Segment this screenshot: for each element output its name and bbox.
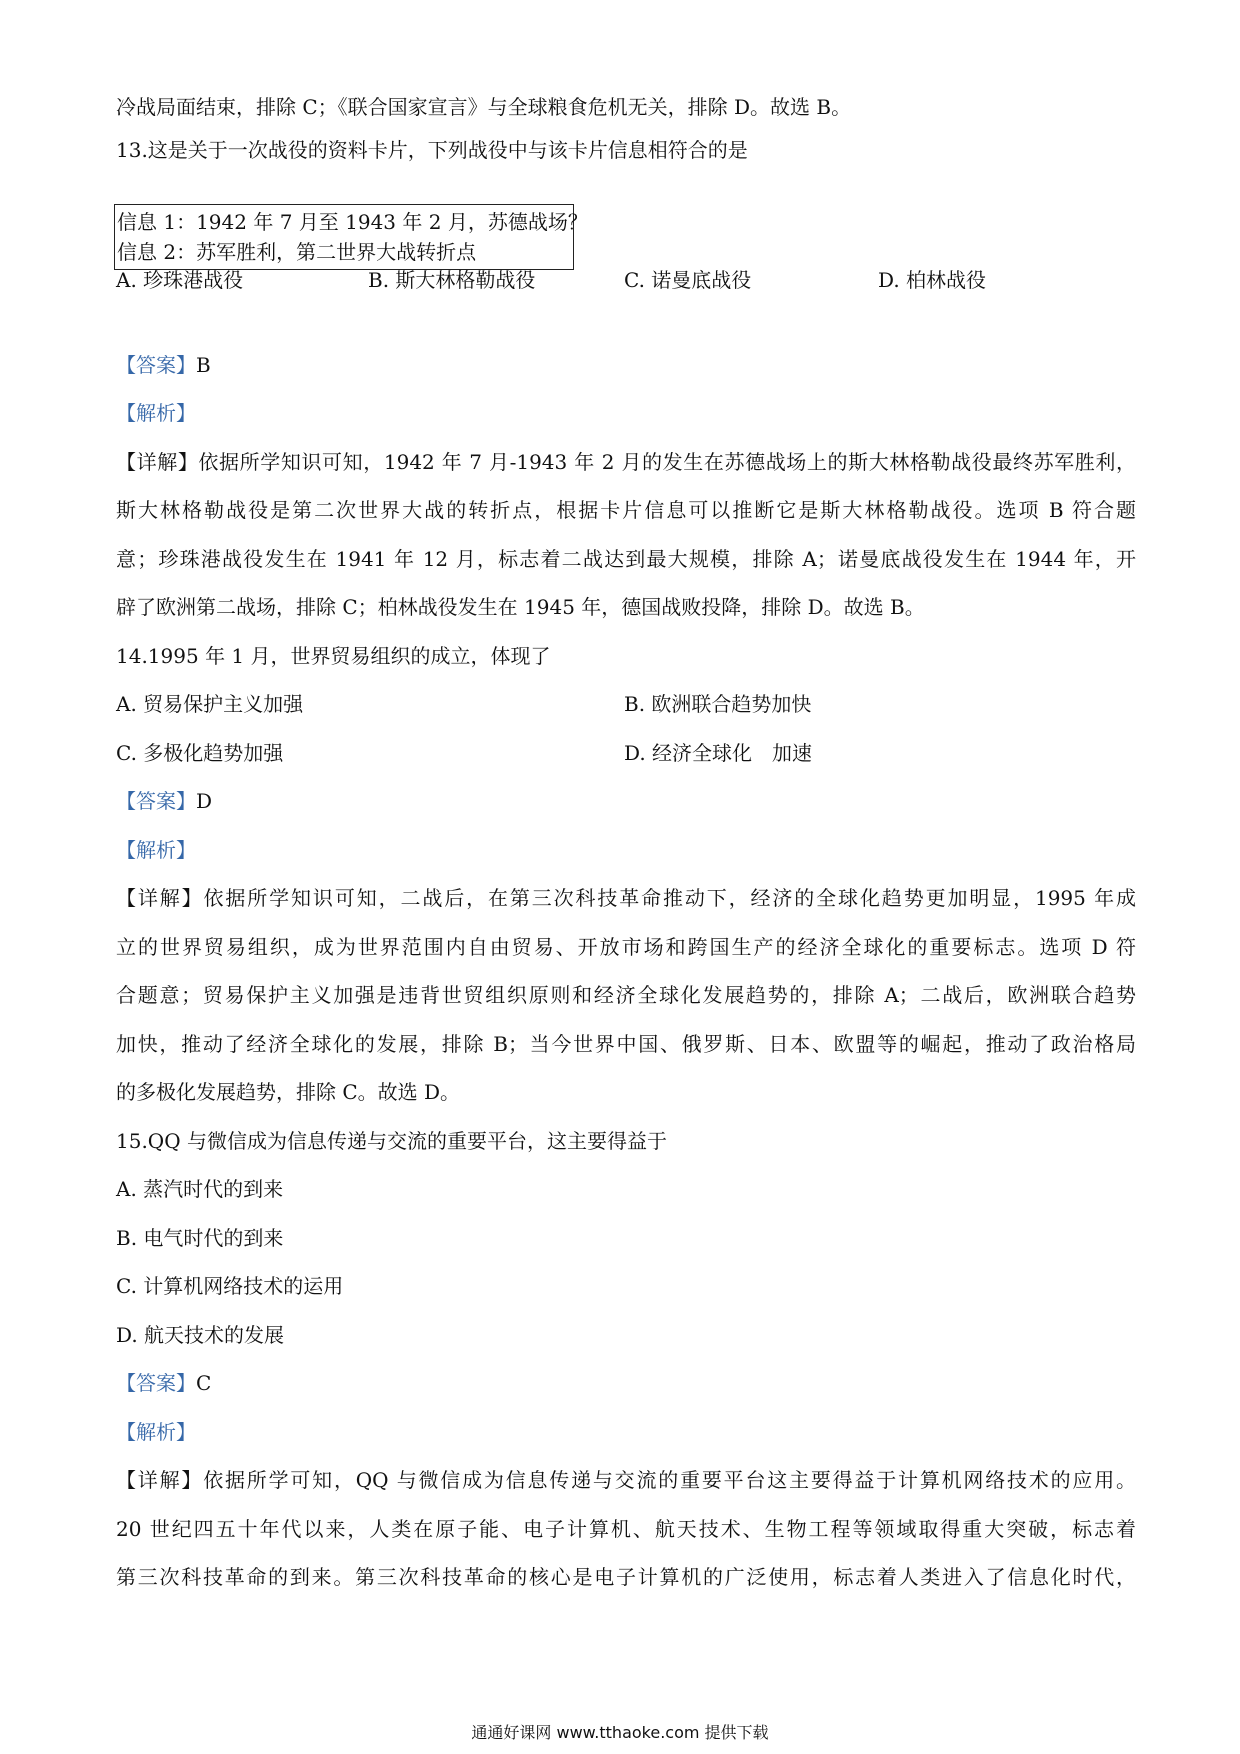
q14-detail-line-1: 【详解】依据所学知识可知，二战后，在第三次科技革命推动下，经济的全球化趋势更加明显，1995 年成 [116, 886, 1136, 910]
q15-answer [116, 1368, 1136, 1398]
battle-info-card [114, 204, 588, 270]
q14-detail-line-2: 立的世界贸易组织，成为世界范围内自由贸易、开放市场和跨国生产的经济全球化的重要标志。选项 D 符 [116, 935, 1136, 959]
q14-detail-line-3: 合题意；贸易保护主义加强是违背世贸组织原则和经济全球化发展趋势的，排除 A；二战后，欧洲联合趋势 [116, 983, 1136, 1007]
question-15-stem: 15.QQ 与微信成为信息传递与交流的重要平台，这主要得益于 [116, 1129, 667, 1153]
detail-label: 【详解】 [116, 450, 199, 474]
q14-option-a: A. 贸易保护主义加强 [116, 692, 304, 716]
info-card-line-1: 信息 1：1942 年 7 月至 1943 年 2 月，苏德战场？ [117, 210, 588, 234]
q14-detail-line-4: 加快，推动了经济全球化的发展，排除 B；当今世界中国、俄罗斯、日本、欧盟等的崛起，推动了政治格局 [116, 1032, 1136, 1056]
q13-option-c: C. 诺曼底战役 [624, 268, 752, 292]
q13-option-d: D. 柏林战役 [878, 268, 987, 292]
q13-answer [116, 350, 1136, 380]
q13-option-b: B. 斯大林格勒战役 [368, 268, 536, 292]
q15-detail-line-2: 20 世纪四五十年代以来，人类在原子能、电子计算机、航天技术、生物工程等领域取得重大突破，标志着 [116, 1517, 1136, 1541]
answer-value: B [196, 353, 211, 377]
q15-option-d: D. 航天技术的发展 [116, 1323, 285, 1347]
q13-detail-line-2: 斯大林格勒战役是第二次世界大战的转折点，根据卡片信息可以推断它是斯大林格勒战役。选项 B 符合题 [116, 498, 1136, 522]
q15-detail-line-1: 【详解】依据所学可知，QQ 与微信成为信息传递与交流的重要平台这主要得益于计算机网络技术的应用。 [116, 1468, 1136, 1492]
q15-detail-line-3: 第三次科技革命的到来。第三次科技革命的核心是电子计算机的广泛使用，标志着人类进入了信息化时代， [116, 1565, 1136, 1589]
q13-analysis-heading: 【解析】 [116, 401, 196, 425]
q15-option-a: A. 蒸汽时代的到来 [116, 1177, 284, 1201]
q14-analysis-heading: 【解析】 [116, 838, 196, 862]
q14-option-d: D. 经济全球化 加速 [624, 741, 813, 765]
q14-detail-line-5: 的多极化发展趋势，排除 C。故选 D。 [116, 1080, 461, 1104]
q14-option-b: B. 欧洲联合趋势加快 [624, 692, 812, 716]
answer-value: D [196, 789, 213, 813]
answer-value: C [196, 1371, 212, 1395]
answer-label: 【答案】 [116, 353, 196, 377]
info-card-line-2: 信息 2：苏军胜利，第二世界大战转折点 [117, 240, 477, 264]
continued-paragraph: 冷战局面结束，排除 C；《联合国家宣言》与全球粮食危机无关，排除 D。故选 B。 [116, 95, 852, 119]
detail-label: 【详解】 [116, 1468, 204, 1492]
answer-label: 【答案】 [116, 789, 196, 813]
page-footer: 通通好课网 www.tthaoke.com 提供下载 [471, 1723, 769, 1742]
detail-label: 【详解】 [116, 886, 204, 910]
q15-option-b: B. 电气时代的到来 [116, 1226, 284, 1250]
q15-option-c: C. 计算机网络技术的运用 [116, 1274, 344, 1298]
q13-detail-line-1: 【详解】依据所学知识可知，1942 年 7 月-1943 年 2 月的发生在苏德战场上的斯大林格勒战役最终苏军胜利， [116, 450, 1136, 474]
q13-option-a: A. 珍珠港战役 [116, 268, 244, 292]
q13-detail-line-4: 辟了欧洲第二战场，排除 C；柏林战役发生在 1945 年，德国战败投降，排除 D。故选 B。 [116, 595, 925, 619]
answer-label: 【答案】 [116, 1371, 196, 1395]
q14-option-c: C. 多极化趋势加强 [116, 741, 284, 765]
question-14-stem: 14.1995 年 1 月，世界贸易组织的成立，体现了 [116, 644, 551, 668]
q14-answer [116, 786, 1136, 816]
question-13-stem: 13.这是关于一次战役的资料卡片，下列战役中与该卡片信息相符合的是 [116, 138, 748, 162]
q13-detail-line-3: 意；珍珠港战役发生在 1941 年 12 月，标志着二战达到最大规模，排除 A；诺曼底战役发生在 1944 年，开 [116, 547, 1136, 571]
q15-analysis-heading: 【解析】 [116, 1420, 196, 1444]
